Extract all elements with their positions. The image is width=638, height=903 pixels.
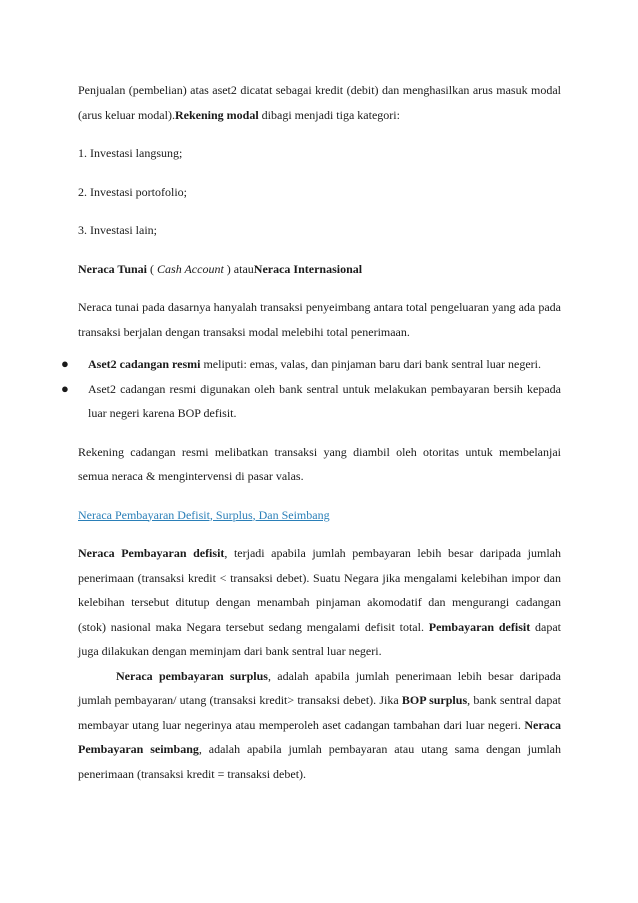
defisit-bold-2: Pembayaran defisit	[428, 619, 531, 634]
surplus-text-2: , bank sentral dapat membayar utang luar negerinya atau memperoleh aset cadangan tambahan dari luar negeri.	[78, 693, 562, 732]
tunai-paragraph: Neraca tunai pada dasarnya hanyalah transaksi penyeimbang antara total pengeluaran yang ada pada transaksi berjalan dengan transaksi modal melebihi total penerimaan.	[78, 300, 561, 339]
defisit-bold-1: Neraca Pembayaran defisit	[78, 546, 225, 560]
bullet-text: Aset2 cadangan resmi digunakan oleh bank sentral untuk melakukan pembayaran bersih kepada luar negeri karena BOP defisit.	[88, 381, 561, 420]
intro-bold-term: Rekening modal	[174, 107, 259, 122]
heading-italic: Cash Account	[157, 261, 224, 276]
section-link[interactable]: Neraca Pembayaran Defisit, Surplus, Dan Seimbang	[78, 507, 330, 522]
list-item	[61, 377, 561, 426]
category-item: 2. Investasi portofolio;	[78, 184, 187, 199]
bullet-bold: Aset2 cadangan resmi	[88, 357, 201, 371]
category-item: 1. Investasi langsung;	[78, 146, 183, 160]
intro-text: Penjualan (pembelian) atas aset2 dicatat sebagai kredit (debit) dan menghasilkan arus masuk modal (arus keluar modal).	[78, 83, 561, 122]
list-item	[61, 352, 561, 377]
defisit-text-2: dapat juga dilakukan dengan meminjam dari bank sentral luar negeri.	[78, 619, 562, 658]
surplus-bold-2: BOP surplus	[401, 693, 468, 707]
bullet-icon: ●	[61, 356, 69, 371]
defisit-text-1: , terjadi apabila jumlah pembayaran lebih besar daripada jumlah penerimaan (transaksi kredit < transaksi debet). Suatu Negara jika mengalami kelebihan impor dan kelebihan tersebut ditutup dengan menambah pinjaman akomodatif dan mengurangi cadangan (stok) nasional maka Negara tersebut sedang mengalami defisit total.	[78, 546, 561, 634]
heading-paren-open: (	[147, 261, 158, 276]
bullet-list	[61, 352, 561, 426]
surplus-text-3: , adalah apabila jumlah pembayaran atau utang sama dengan jumlah penerimaan (transaksi kredit = transaksi debet).	[78, 742, 561, 781]
intro-text-end: dibagi menjadi tiga kategori:	[258, 107, 400, 122]
surplus-bold-3: Neraca Pembayaran seimbang	[78, 717, 561, 756]
surplus-bold-1: Neraca pembayaran surplus	[116, 668, 268, 683]
heading-paren-close: ) atau	[223, 261, 254, 276]
section-heading	[78, 257, 561, 282]
bullet-icon: ●	[61, 380, 69, 396]
category-item: 3. Investasi lain;	[78, 223, 157, 237]
section-link-paragraph	[78, 503, 561, 528]
heading-bold-2: Neraca Internasional	[253, 261, 363, 276]
surplus-text-1: , adalah apabila jumlah penerimaan lebih besar daripada jumlah pembayaran/ utang (transaksi kredit> transaksi debet). Jika	[78, 668, 561, 707]
document-page	[61, 78, 562, 786]
intro-paragraph	[78, 78, 561, 127]
bullet-text: meliputi: emas, valas, dan pinjaman baru dari bank sentral luar negeri.	[200, 357, 542, 371]
cadangan-paragraph: Rekening cadangan resmi melibatkan transaksi yang diambil oleh otoritas untuk membelanjai semua neraca & mengintervensi di pasar valas.	[78, 444, 561, 483]
defisit-paragraph	[78, 541, 561, 664]
heading-bold-1: Neraca Tunai	[78, 261, 148, 276]
surplus-paragraph	[78, 664, 561, 787]
